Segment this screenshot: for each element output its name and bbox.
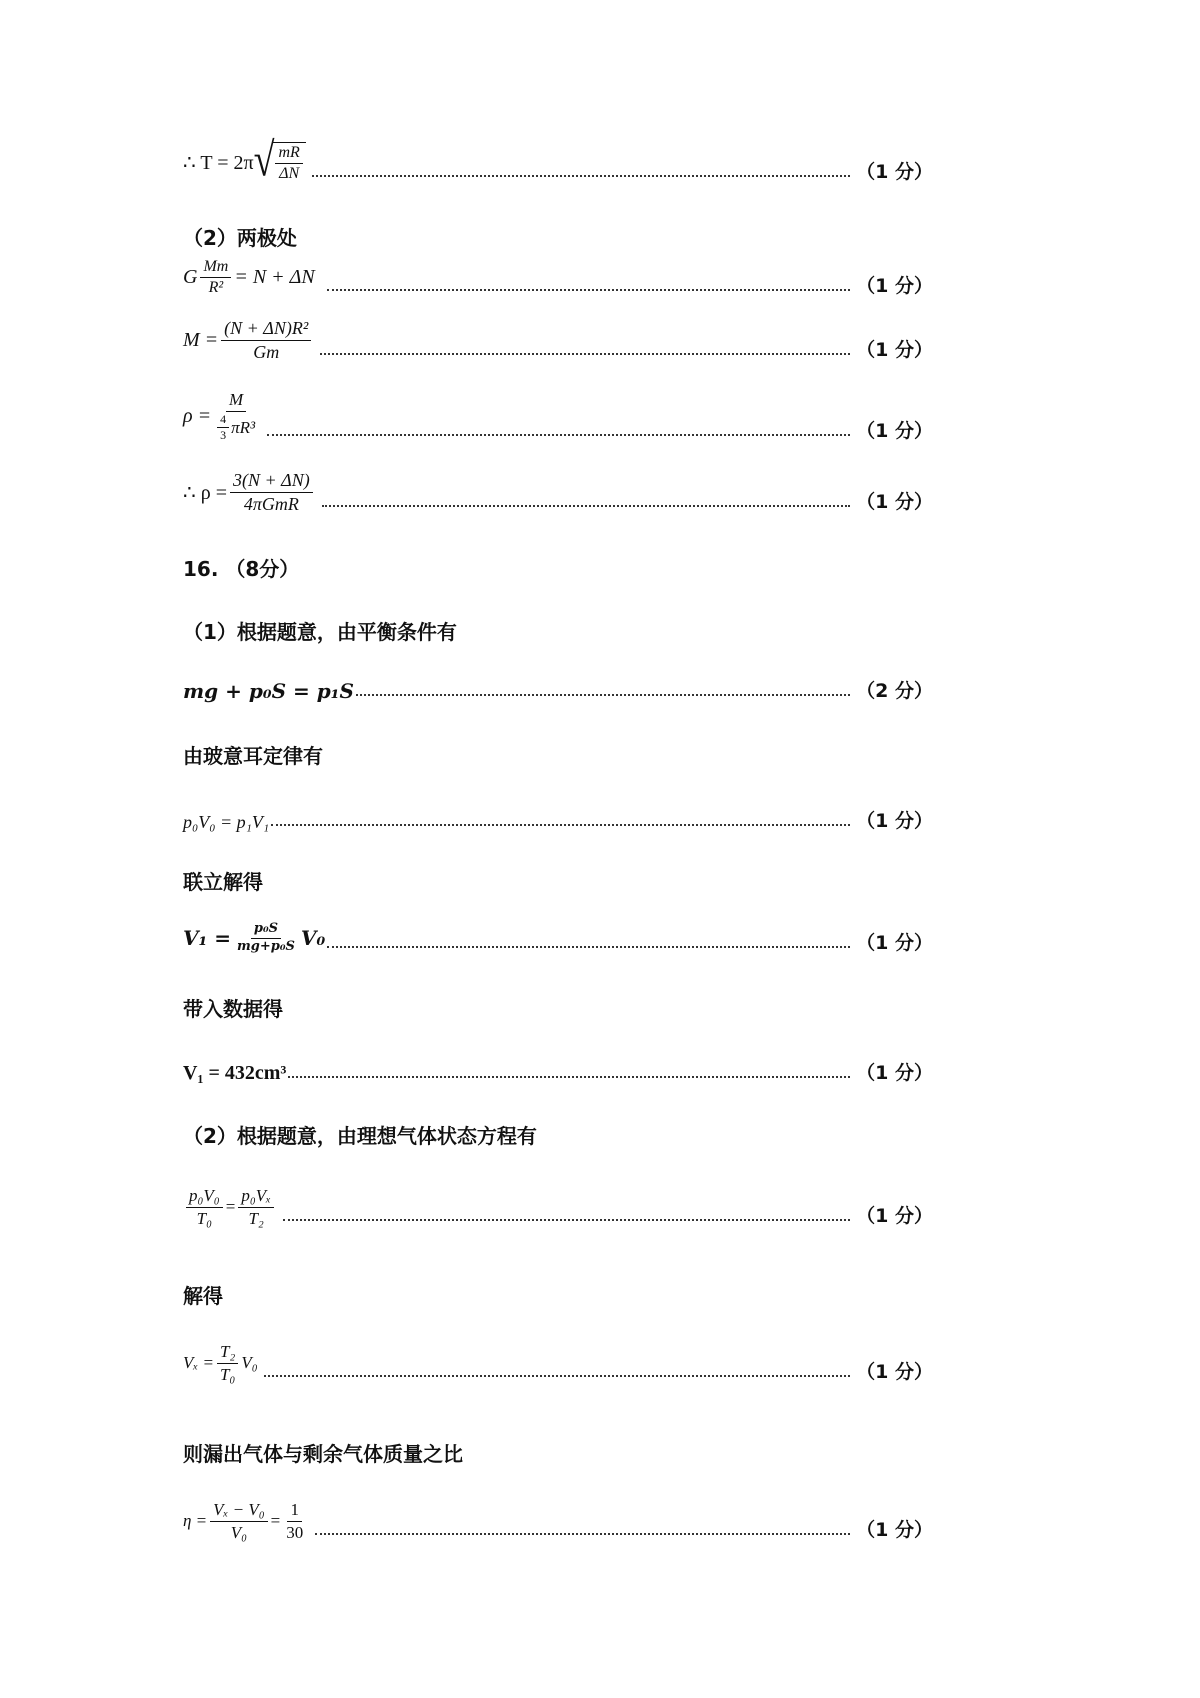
score-density-result: （1 分） [856, 491, 933, 514]
radical-sign-icon: √ [253, 134, 275, 187]
score-period: （1 分） [856, 160, 933, 183]
score-mass: （1 分） [856, 339, 933, 362]
density-numerator: M [226, 390, 246, 412]
gravity-coef: G [183, 266, 198, 289]
vx-equation [183, 1342, 258, 1384]
dot-leader [288, 1076, 850, 1078]
ratio-equation-line [183, 1500, 933, 1542]
density-den-den: 3 [220, 428, 227, 443]
dot-leader [315, 1533, 850, 1535]
score-boyle: （1 分） [856, 810, 933, 832]
density-equation [183, 390, 261, 443]
boyle-equation: p₀V₀ = p₁V₁ [183, 812, 270, 832]
boyle-equation-line [183, 806, 933, 833]
dot-leader [267, 434, 850, 436]
mass-equation-line [183, 318, 933, 362]
score-v1-value: （1 分） [856, 1062, 933, 1084]
score-ratio: （1 分） [856, 1519, 933, 1542]
mass-numerator: (N + ΔN)R² [221, 318, 311, 341]
gravity-numerator: Mm [200, 258, 231, 278]
v1-equation-line [183, 922, 933, 955]
gravity-rhs: = N + ΔN [234, 266, 315, 289]
mass-equation [183, 318, 314, 362]
sub2-heading: （2）两极处 [183, 226, 297, 250]
density-equation-line [183, 390, 933, 443]
density-den-num: 4 [217, 413, 229, 429]
v1-denominator: mg+p₀S [237, 938, 295, 954]
period-equation [183, 134, 306, 187]
density-result-denominator: 4πGmR [243, 493, 299, 514]
density-result-lhs: ∴ ρ = [183, 481, 227, 504]
gravity-equation [183, 258, 315, 298]
v1-lhs: V₁ = [183, 926, 231, 951]
v1-rhs: V₀ [300, 926, 326, 951]
vx-equation-line [183, 1342, 933, 1384]
density-lhs: ρ = [183, 405, 212, 428]
ratio-result-numerator: 1 [287, 1500, 302, 1522]
vx-rhs: V₀ [241, 1353, 258, 1373]
solve-heading: 联立解得 [183, 870, 263, 894]
v1-value: V₁ = 432cm³ [183, 1062, 287, 1084]
period-denominator: ΔN [279, 165, 300, 183]
ratio-denominator: V₀ [230, 1522, 248, 1542]
density-result-equation [183, 470, 316, 514]
state-left-denominator: T₀ [196, 1208, 213, 1228]
q16-part1-heading: （1）根据题意，由平衡条件有 [183, 620, 457, 644]
question-16-heading: 16. （8分） [183, 557, 300, 581]
ratio-lhs: η = [183, 1511, 208, 1531]
score-balance: （2 分） [856, 680, 933, 702]
density-result-numerator: 3(N + ΔN) [230, 470, 313, 493]
period-prefix: ∴ T = 2π [183, 152, 254, 175]
v1-equation [183, 922, 325, 955]
q16-part2-heading: （2）根据题意，由理想气体状态方程有 [183, 1124, 537, 1148]
density-den-rest: πR³ [231, 418, 256, 438]
score-density: （1 分） [856, 420, 933, 443]
mass-lhs: M = [183, 328, 219, 351]
boyle-heading: 由玻意耳定律有 [183, 744, 323, 768]
score-state: （1 分） [856, 1205, 933, 1228]
dot-leader [322, 505, 850, 507]
v1-numerator: p₀S [251, 922, 281, 939]
period-equation-line [183, 134, 933, 187]
square-root [253, 134, 306, 187]
vx-lhs: Vₓ = [183, 1353, 214, 1373]
dot-leader [264, 1375, 851, 1377]
dot-leader [283, 1219, 850, 1221]
dot-leader [320, 353, 850, 355]
dot-leader [312, 175, 850, 177]
mass-denominator: Gm [253, 341, 280, 362]
balance-equation-line [183, 676, 933, 703]
state-left-numerator: p₀V₀ [186, 1186, 223, 1208]
state-equation: $\frac{\text{p₀V₀}}{\text{T₀}}$ = $\frac{\text{p₀Vₓ}}{\text{T₂}}$ [183, 1186, 277, 1228]
v1-value-line [183, 1058, 933, 1085]
state-equation-line [183, 1186, 933, 1228]
density-result-line [183, 470, 933, 514]
score-v1: （1 分） [856, 931, 933, 954]
substitute-heading: 带入数据得 [183, 997, 283, 1021]
ratio-equation: η = $\frac{\text{Vₓ − V₀}}{\text{V₀}}$ = $\frac{1}{30}$ [183, 1500, 309, 1542]
state-right-denominator: T₂ [248, 1208, 264, 1228]
dot-leader [327, 289, 850, 291]
dot-leader [271, 824, 850, 826]
score-vx: （1 分） [856, 1361, 933, 1384]
vx-numerator: T₂ [217, 1342, 238, 1364]
period-numerator: mR [275, 144, 302, 164]
solve-heading-2: 解得 [183, 1284, 223, 1308]
ratio-result-denominator: 30 [286, 1522, 304, 1542]
ratio-heading: 则漏出气体与剩余气体质量之比 [183, 1442, 463, 1466]
gravity-equation-line [183, 258, 933, 298]
state-right-numerator: p₀Vₓ [238, 1186, 274, 1208]
balance-equation: mg + p₀S = p₁S [183, 679, 354, 703]
dot-leader [356, 694, 850, 696]
score-gravity: （1 分） [856, 274, 933, 297]
vx-denominator: T₀ [219, 1364, 236, 1384]
ratio-numerator: Vₓ − V₀ [210, 1500, 267, 1522]
gravity-denominator: R² [208, 279, 224, 297]
dot-leader [327, 946, 850, 948]
